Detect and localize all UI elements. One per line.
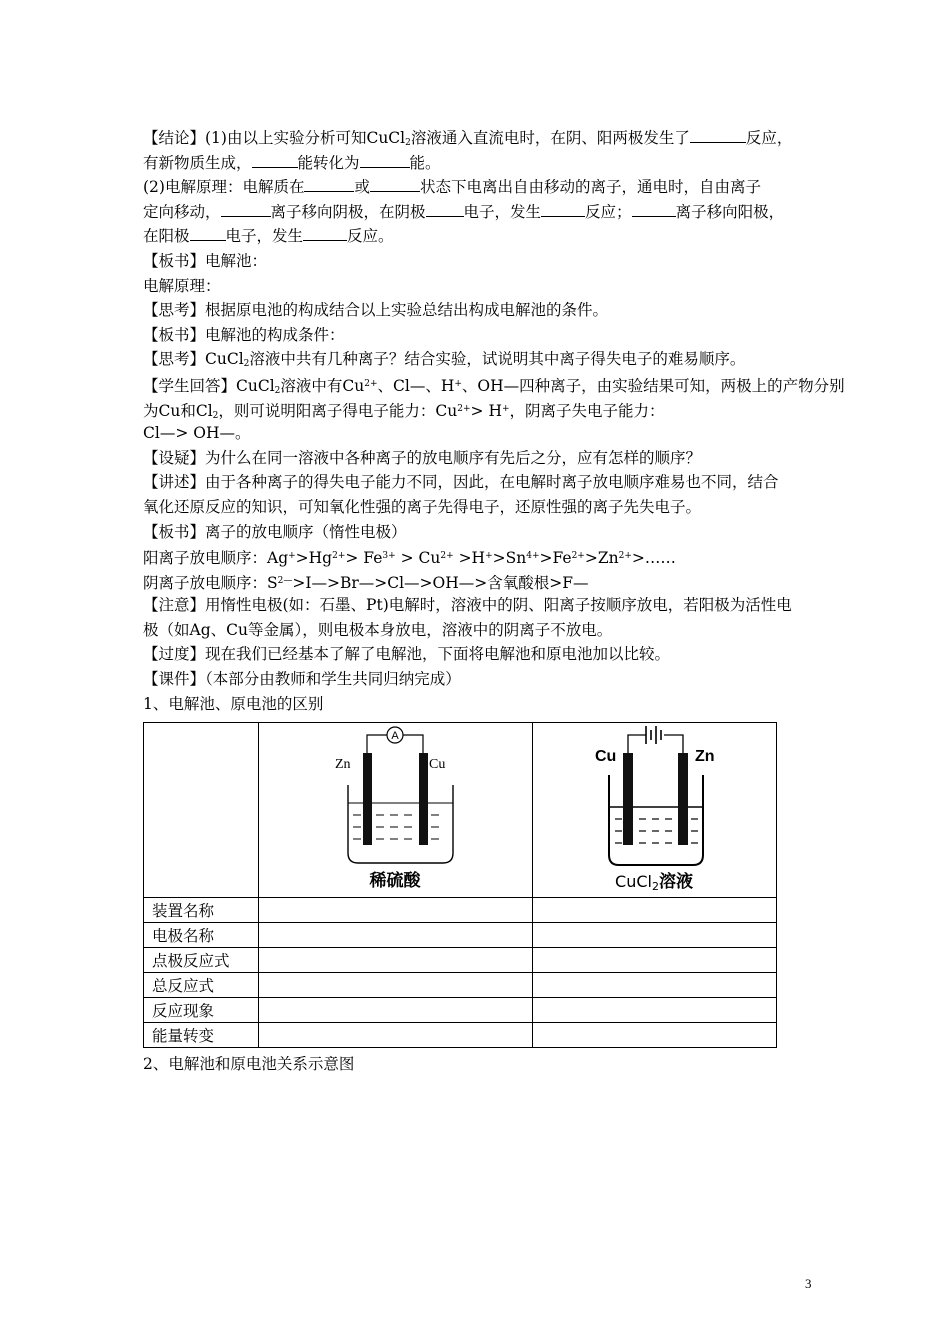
anion-order: 阴离子放电顺序：$S^{2—}>I—>Br—>Cl—>OH—>$含氧酸根>F— <box>143 573 589 592</box>
wire <box>367 735 387 753</box>
text-line: 有新物质生成， 能转化为 能。 <box>143 153 441 172</box>
figure-caption: 稀硫酸 <box>369 871 421 891</box>
answer-cell[interactable] <box>533 1023 777 1048</box>
text-line: 在阳极 电子，发生 反应。 <box>143 227 394 246</box>
text-line: 氧化还原反应的知识，可知氧化性强的离子先得电子，还原性强的离子先失电子。 <box>143 497 702 516</box>
answer-cell[interactable] <box>533 973 777 998</box>
galvanic-cell-figure <box>259 723 533 898</box>
text-line: 定向移动， 离子移向阴极，在阴极 电子，发生 反应； 离子移向阳极， <box>143 202 785 221</box>
text-line: 【学生回答】CuCl$_2$溶液中有$Cu^{2+}$、Cl—、H+、OH—四种离子，由实验结果可知，两极上的产物分别 <box>143 376 845 396</box>
answer-cell[interactable] <box>259 973 533 998</box>
text-line: Cl—> OH—。 <box>143 424 251 443</box>
text-line: 【思考】CuCl$_2$溶液中共有几种离子？结合实验，试说明其中离子得失电子的难易顺序。 <box>143 350 746 370</box>
text-line: 【板书】离子的放电顺序（惰性电极） <box>143 522 407 541</box>
answer-cell[interactable] <box>533 898 777 923</box>
answer-cell[interactable] <box>533 923 777 948</box>
text-line: (2)电解原理：电解质在 或 状态下电离出自由移动的离子，通电时，自由离子 <box>143 178 761 197</box>
table-row <box>144 948 777 973</box>
text-line: 电解原理： <box>143 276 221 295</box>
answer-cell[interactable] <box>533 998 777 1023</box>
cation-order: 阳离子放电顺序：$Ag^+>Hg^{2+}> Fe^{3+} > Cu^{2+}$ $>H^+>Sn^{4+}>Fe^{2+}>Zn^{2+}>\dots\dots$ <box>143 549 676 568</box>
row-label: 点极反应式 <box>144 948 259 973</box>
text-line: 【思考】根据原电池的构成结合以上实验总结出构成电解池的条件。 <box>143 301 609 320</box>
fill-blank[interactable] <box>252 152 298 168</box>
fill-blank[interactable] <box>304 176 354 192</box>
text-line: 【讲述】由于各种离子的得失电子能力不同，因此，在电解时离子放电顺序难易也不同，结合 <box>143 473 779 492</box>
answer-cell[interactable] <box>259 998 533 1023</box>
answer-cell[interactable] <box>259 898 533 923</box>
table-row <box>144 998 777 1023</box>
fill-blank[interactable] <box>221 201 271 217</box>
row-label: 反应现象 <box>144 998 259 1023</box>
comparison-table <box>143 722 777 1048</box>
fill-blank[interactable] <box>541 201 585 217</box>
answer-cell[interactable] <box>259 1023 533 1048</box>
text-line: 【板书】电解池： <box>143 251 268 270</box>
text-line: 【结论】(1)由以上实验分析可知CuCl$_2$溶液通入直流电时，在阴、阳两极发生了 反应， <box>143 129 793 148</box>
table-row <box>144 898 777 923</box>
fill-blank[interactable] <box>426 201 464 217</box>
electrolytic-cell-figure <box>533 723 777 898</box>
fill-blank[interactable] <box>690 127 746 143</box>
table-cell <box>144 723 259 898</box>
text-line: 极（如Ag、Cu等金属），则电极本身放电，溶液中的阴离子不放电。 <box>143 620 613 639</box>
ammeter-label: A <box>391 730 399 742</box>
fill-blank[interactable] <box>360 152 410 168</box>
row-label: 总反应式 <box>144 973 259 998</box>
text-line: 【注意】用惰性电极(如：石墨、Pt)电解时，溶液中的阴、阳离子按顺序放电，若阳极为活性电 <box>143 596 792 615</box>
wire <box>403 735 423 753</box>
wire <box>664 735 683 753</box>
table-row <box>144 1023 777 1048</box>
fill-blank[interactable] <box>190 225 226 241</box>
answer-cell[interactable] <box>533 948 777 973</box>
section-heading: 2、电解池和原电池关系示意图 <box>143 1055 355 1073</box>
row-label: 能量转变 <box>144 1023 259 1048</box>
battery-icon <box>646 726 661 744</box>
text-line: 【设疑】为什么在同一溶液中各种离子的放电顺序有先后之分，应有怎样的顺序？ <box>143 448 702 467</box>
table-row <box>144 923 777 948</box>
fill-blank[interactable] <box>632 201 676 217</box>
text-line: 【过度】现在我们已经基本了解了电解池，下面将电解池和原电池加以比较。 <box>143 645 671 664</box>
text-line: 【板书】电解池的构成条件： <box>143 325 345 344</box>
electrode-label-right: Zn <box>695 748 715 765</box>
answer-cell[interactable] <box>259 923 533 948</box>
text-line: 【课件】（本部分由教师和学生共同归纳完成） <box>143 670 461 689</box>
row-label: 电极名称 <box>144 923 259 948</box>
fill-blank[interactable] <box>370 176 420 192</box>
text-line: 为Cu和$Cl_2$，则可说明阳离子得电子能力：$Cu^{2+}> H^+$，阴离子失电子能力： <box>143 401 665 421</box>
row-label: 装置名称 <box>144 898 259 923</box>
electrode-zn <box>363 753 372 845</box>
section-heading: 1、电解池、原电池的区别 <box>143 694 324 713</box>
electrode-zn <box>678 753 688 845</box>
electrode-label-left: Cu <box>595 748 617 765</box>
electrode-label-left: Zn <box>335 757 351 772</box>
electrode-cu <box>419 753 428 845</box>
figure-caption: CuCl2溶液 <box>615 872 693 893</box>
electrode-label-right: Cu <box>429 757 446 772</box>
wire <box>628 735 646 753</box>
figure-row <box>144 723 777 898</box>
page-number: 3 <box>805 1276 812 1291</box>
table-row <box>144 973 777 998</box>
answer-cell[interactable] <box>259 948 533 973</box>
fill-blank[interactable] <box>303 225 347 241</box>
document-body <box>143 126 845 716</box>
electrode-cu <box>623 753 633 845</box>
